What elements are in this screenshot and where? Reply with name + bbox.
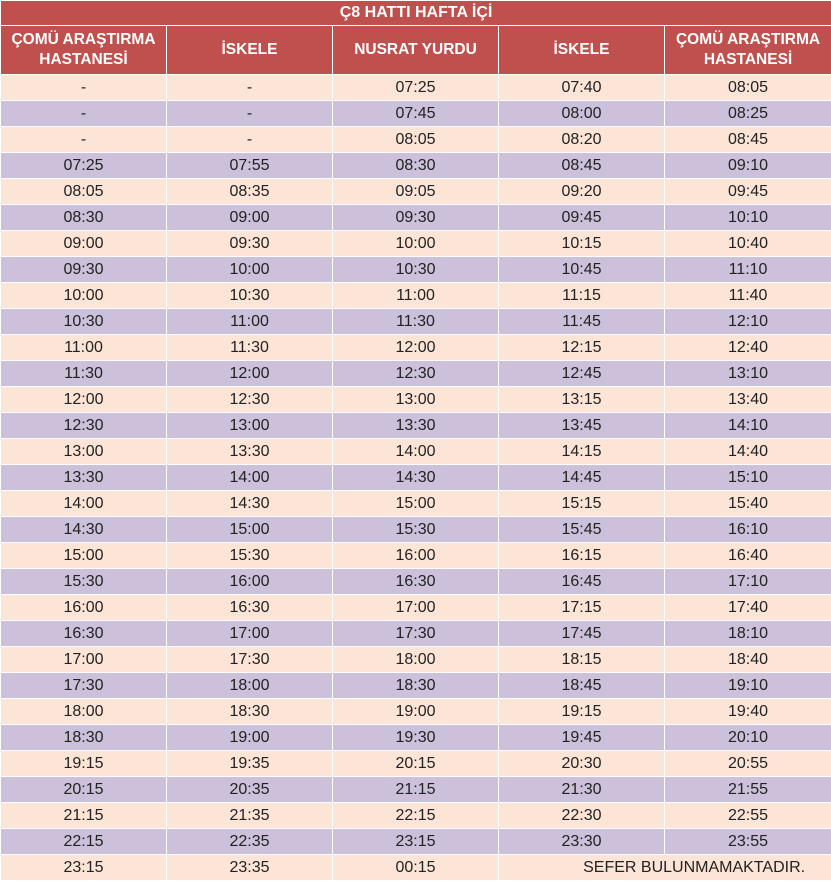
time-cell: - <box>167 101 333 127</box>
time-cell: 18:45 <box>499 673 665 699</box>
time-cell: 22:15 <box>333 803 499 829</box>
time-cell: 12:40 <box>665 335 831 361</box>
time-cell: 10:45 <box>499 257 665 283</box>
time-cell: 14:45 <box>499 465 665 491</box>
table-row <box>1 673 831 699</box>
time-cell: 15:00 <box>1 543 167 569</box>
table-row <box>1 517 831 543</box>
time-cell: 12:30 <box>167 387 333 413</box>
time-cell: 15:40 <box>665 491 831 517</box>
table-row <box>1 257 831 283</box>
title-row <box>1 1 831 26</box>
time-cell: 12:00 <box>167 361 333 387</box>
time-cell: 19:30 <box>333 725 499 751</box>
table-row <box>1 777 831 803</box>
time-cell: 11:40 <box>665 283 831 309</box>
time-cell: 18:10 <box>665 621 831 647</box>
time-cell: 17:45 <box>499 621 665 647</box>
time-cell: 18:30 <box>333 673 499 699</box>
table-row <box>1 75 831 101</box>
time-cell: - <box>1 101 167 127</box>
time-cell: 10:30 <box>167 283 333 309</box>
table-row <box>1 595 831 621</box>
time-cell: 19:45 <box>499 725 665 751</box>
table-row <box>1 205 831 231</box>
time-cell: 08:25 <box>665 101 831 127</box>
time-cell: 16:30 <box>167 595 333 621</box>
time-cell: 09:20 <box>499 179 665 205</box>
time-cell: 12:45 <box>499 361 665 387</box>
table-row <box>1 829 831 855</box>
time-cell: 23:15 <box>1 855 167 881</box>
table-row <box>1 855 831 881</box>
time-cell: 08:30 <box>1 205 167 231</box>
time-cell: 23:55 <box>665 829 831 855</box>
time-cell: 22:15 <box>1 829 167 855</box>
time-cell: 11:10 <box>665 257 831 283</box>
time-cell: 09:10 <box>665 153 831 179</box>
time-cell: 21:35 <box>167 803 333 829</box>
time-cell: 13:40 <box>665 387 831 413</box>
time-cell: 16:40 <box>665 543 831 569</box>
table-row <box>1 179 831 205</box>
time-cell: 08:05 <box>1 179 167 205</box>
time-cell: 14:00 <box>1 491 167 517</box>
time-cell: 09:30 <box>1 257 167 283</box>
time-cell: 11:00 <box>333 283 499 309</box>
time-cell: 20:15 <box>1 777 167 803</box>
table-row <box>1 283 831 309</box>
time-cell: 00:15 <box>333 855 499 881</box>
time-cell: 22:55 <box>665 803 831 829</box>
time-cell: 07:45 <box>333 101 499 127</box>
time-cell: 21:30 <box>499 777 665 803</box>
time-cell: 10:15 <box>499 231 665 257</box>
time-cell: 10:30 <box>333 257 499 283</box>
time-cell: 16:10 <box>665 517 831 543</box>
table-row <box>1 647 831 673</box>
time-cell: 19:35 <box>167 751 333 777</box>
time-cell: 15:00 <box>167 517 333 543</box>
time-cell: 22:30 <box>499 803 665 829</box>
time-cell: 17:15 <box>499 595 665 621</box>
time-cell: 12:00 <box>1 387 167 413</box>
table-row <box>1 361 831 387</box>
time-cell: 08:20 <box>499 127 665 153</box>
time-cell: 17:30 <box>1 673 167 699</box>
table-row <box>1 153 831 179</box>
time-cell: - <box>167 127 333 153</box>
time-cell: 10:00 <box>333 231 499 257</box>
table-row <box>1 725 831 751</box>
time-cell: 12:00 <box>333 335 499 361</box>
time-cell: 11:30 <box>1 361 167 387</box>
time-cell: 11:30 <box>167 335 333 361</box>
time-cell: 13:30 <box>333 413 499 439</box>
time-cell: 15:30 <box>167 543 333 569</box>
time-cell: 19:10 <box>665 673 831 699</box>
time-cell: 13:30 <box>167 439 333 465</box>
time-cell: 14:30 <box>167 491 333 517</box>
time-cell: 11:15 <box>499 283 665 309</box>
time-cell: - <box>1 75 167 101</box>
time-cell: 19:15 <box>1 751 167 777</box>
time-cell: 19:15 <box>499 699 665 725</box>
time-cell: 15:10 <box>665 465 831 491</box>
timetable-body <box>1 75 831 881</box>
time-cell: 15:30 <box>1 569 167 595</box>
time-cell: 21:55 <box>665 777 831 803</box>
table-row <box>1 803 831 829</box>
time-cell: 20:10 <box>665 725 831 751</box>
time-cell: 17:00 <box>1 647 167 673</box>
time-cell: 13:00 <box>1 439 167 465</box>
time-cell: 15:15 <box>499 491 665 517</box>
time-cell: 18:00 <box>1 699 167 725</box>
time-cell: 14:30 <box>333 465 499 491</box>
time-cell: 07:25 <box>1 153 167 179</box>
table-row <box>1 231 831 257</box>
time-cell: 08:45 <box>665 127 831 153</box>
table-row <box>1 543 831 569</box>
time-cell: 08:00 <box>499 101 665 127</box>
time-cell: 17:00 <box>333 595 499 621</box>
time-cell: 10:40 <box>665 231 831 257</box>
time-cell: 09:45 <box>665 179 831 205</box>
no-service-note: SEFER BULUNMAMAKTADIR. <box>499 855 831 881</box>
time-cell: 18:00 <box>333 647 499 673</box>
table-row <box>1 751 831 777</box>
header-comu-hospital-departure: ÇOMÜ ARAŞTIRMA HASTANESİ <box>1 26 167 75</box>
table-row <box>1 127 831 153</box>
time-cell: 16:45 <box>499 569 665 595</box>
table-row <box>1 569 831 595</box>
time-cell: 13:10 <box>665 361 831 387</box>
table-row <box>1 621 831 647</box>
time-cell: 11:45 <box>499 309 665 335</box>
time-cell: 15:30 <box>333 517 499 543</box>
time-cell: 23:35 <box>167 855 333 881</box>
time-cell: 18:30 <box>1 725 167 751</box>
time-cell: 14:00 <box>333 439 499 465</box>
table-row <box>1 491 831 517</box>
header-iskele-2: İSKELE <box>499 26 665 75</box>
time-cell: 16:30 <box>1 621 167 647</box>
table-row <box>1 413 831 439</box>
time-cell: 16:00 <box>333 543 499 569</box>
time-cell: 09:00 <box>167 205 333 231</box>
table-title: Ç8 HATTI HAFTA İÇİ <box>1 1 831 26</box>
time-cell: 12:10 <box>665 309 831 335</box>
time-cell: 13:45 <box>499 413 665 439</box>
time-cell: 20:55 <box>665 751 831 777</box>
time-cell: 08:35 <box>167 179 333 205</box>
time-cell: 11:30 <box>333 309 499 335</box>
time-cell: 16:15 <box>499 543 665 569</box>
time-cell: 20:35 <box>167 777 333 803</box>
time-cell: 19:40 <box>665 699 831 725</box>
time-cell: 13:30 <box>1 465 167 491</box>
table-row <box>1 335 831 361</box>
time-cell: 17:30 <box>333 621 499 647</box>
time-cell: 09:45 <box>499 205 665 231</box>
time-cell: 14:00 <box>167 465 333 491</box>
time-cell: 08:45 <box>499 153 665 179</box>
time-cell: 17:00 <box>167 621 333 647</box>
time-cell: 21:15 <box>333 777 499 803</box>
table-row <box>1 699 831 725</box>
time-cell: 07:25 <box>333 75 499 101</box>
time-cell: 13:00 <box>167 413 333 439</box>
time-cell: 17:10 <box>665 569 831 595</box>
time-cell: 08:05 <box>665 75 831 101</box>
time-cell: 18:40 <box>665 647 831 673</box>
time-cell: 13:15 <box>499 387 665 413</box>
time-cell: 13:00 <box>333 387 499 413</box>
time-cell: 12:30 <box>1 413 167 439</box>
time-cell: 16:00 <box>167 569 333 595</box>
time-cell: 20:30 <box>499 751 665 777</box>
time-cell: 10:30 <box>1 309 167 335</box>
time-cell: 16:30 <box>333 569 499 595</box>
time-cell: 20:15 <box>333 751 499 777</box>
table-row <box>1 101 831 127</box>
header-comu-hospital-arrival: ÇOMÜ ARAŞTIRMA HASTANESİ <box>665 26 831 75</box>
time-cell: - <box>1 127 167 153</box>
time-cell: 14:40 <box>665 439 831 465</box>
time-cell: 07:55 <box>167 153 333 179</box>
time-cell: 16:00 <box>1 595 167 621</box>
time-cell: 09:05 <box>333 179 499 205</box>
header-row <box>1 26 831 75</box>
table-row <box>1 309 831 335</box>
time-cell: 14:30 <box>1 517 167 543</box>
time-cell: 08:30 <box>333 153 499 179</box>
time-cell: 09:00 <box>1 231 167 257</box>
time-cell: 23:15 <box>333 829 499 855</box>
table-row <box>1 439 831 465</box>
table-row <box>1 465 831 491</box>
time-cell: 07:40 <box>499 75 665 101</box>
time-cell: 21:15 <box>1 803 167 829</box>
time-cell: 09:30 <box>167 231 333 257</box>
time-cell: 17:30 <box>167 647 333 673</box>
time-cell: 12:15 <box>499 335 665 361</box>
time-cell: 11:00 <box>167 309 333 335</box>
time-cell: 11:00 <box>1 335 167 361</box>
header-iskele-1: İSKELE <box>167 26 333 75</box>
time-cell: 15:45 <box>499 517 665 543</box>
time-cell: 08:05 <box>333 127 499 153</box>
time-cell: 18:15 <box>499 647 665 673</box>
time-cell: 18:30 <box>167 699 333 725</box>
time-cell: 14:15 <box>499 439 665 465</box>
time-cell: 14:10 <box>665 413 831 439</box>
time-cell: 23:30 <box>499 829 665 855</box>
time-cell: - <box>167 75 333 101</box>
time-cell: 12:30 <box>333 361 499 387</box>
header-nusrat-yurdu: NUSRAT YURDU <box>333 26 499 75</box>
time-cell: 19:00 <box>333 699 499 725</box>
time-cell: 18:00 <box>167 673 333 699</box>
time-cell: 15:00 <box>333 491 499 517</box>
time-cell: 10:00 <box>1 283 167 309</box>
table-row <box>1 387 831 413</box>
time-cell: 10:00 <box>167 257 333 283</box>
time-cell: 17:40 <box>665 595 831 621</box>
time-cell: 09:30 <box>333 205 499 231</box>
time-cell: 19:00 <box>167 725 333 751</box>
time-cell: 10:10 <box>665 205 831 231</box>
time-cell: 22:35 <box>167 829 333 855</box>
